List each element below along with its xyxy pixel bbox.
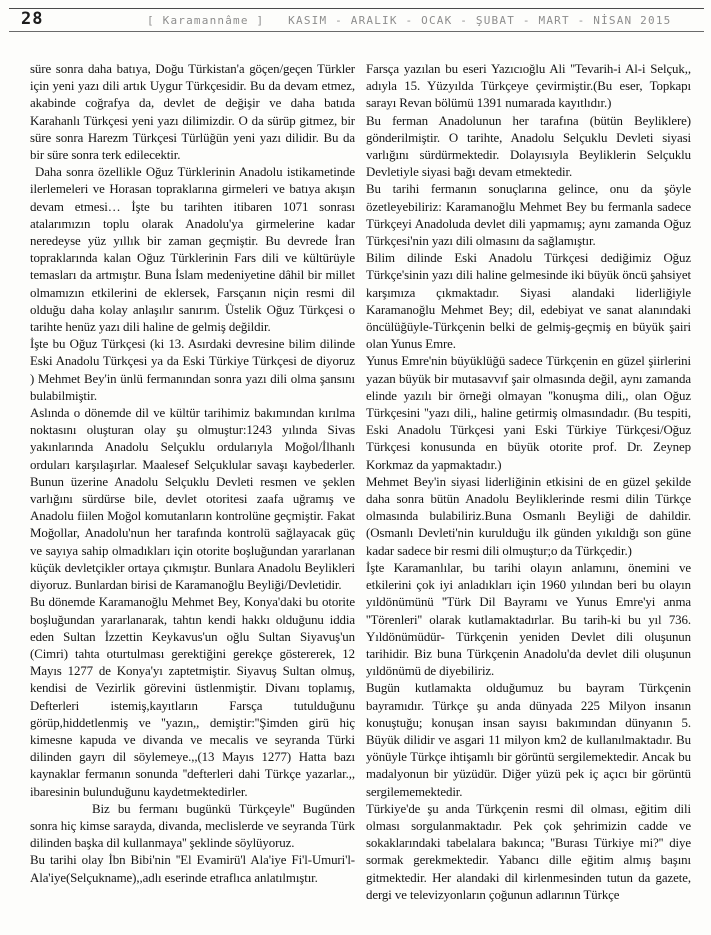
paragraph: Biz bu fermanı bugünkü Türkçeyle'' Bugünden sonra hiç kimse sarayda, divanda, meclislerde ve seyranda Türk dilinden başka dil kullanmaya'' şeklinde söylüyoruz. [30,801,355,851]
paragraph: Bilim dilinde Eski Anadolu Türkçesi dediğimiz Oğuz Türkçe'sinin yazı dili haline gelmesinde iki büyük öncü şahsiyet karşımıza çıkmaktadır. Siyasi alandaki liderliğiyle Karamanoğlu Mehmet Bey; dil, edebiyat ve sanat alanındaki öncülüğüyle-Türkçenin belki de gelmiş-geçmiş en büyük şairi olan Yunus Emre. [366,251,691,352]
paragraph: İşte Karamanlılar, bu tarihi olayın anlamını, önemini ve etkilerini çok iyi anladıkları için 1960 yılından beri bu olayın yıldönümünü ''Türk Dil Bayramı ve Yunus Emre'yi anma ''Törenleri'' olarak kutlamaktadırlar. Bu tarih-ki bu yıl 736. Yıldönümüdür- Türkçenin yeniden Devlet dili oluşunun tarihidir. Biz buna Türkçenin Anadolu'da devlet dili oluşunun yıldönümü de diyebiliriz. [366,560,691,679]
paragraph: süre sonra daha batıya, Doğu Türkistan'a göçen/geçen Türkler için yeni yazı dili artık Uygur Türkçesidir. Bu da devam etmez, akabinde coğrafya da, devlet de değişir ve daha batıda Karahanlı Türkçesi yeni yazı dilimizdir. O da sürüp gitmez, bir süre sonra Harezm Türkçesi Türlüğün yeni yazı dilidir. Bu da bir süre sonra terk edilecektir. [30,62,355,163]
article-body [30,61,691,904]
paragraph: Aslında o dönemde dil ve kültür tarihimiz bakımından kırılma noktasını oluşturan olay şu olmuştur:1243 yılında Sivas yakınlarında Anadolu Selçuklu ordularıyla Moğol/İlhanlı orduları karşılaşırlar. Maalesef Selçuklular savaşı kaybederler. Bunun üzerine Anadolu Selçuklu Devleti resmen ve şeklen varlığını sürdürse bile, devlet otoritesi zaafa uğramış ve Anadolu fiilen Moğol komutanların kontrolüne geçmiştir. Fakat Moğollar, Anadolu'nun her tarafında kontrolü sağlayacak güç ve sayıya sahip olmadıkları için otorite boşluğundan yararlanan küçük devletçikler ortaya çıkmıştır. Bunlara Anadolu Beylikleri diyoruz. Bunlardan birisi de Karamanoğlu Beyliği/Devletidir. [30,406,355,593]
header-bottom-rule [9,31,704,32]
paragraph: Bu tarihi fermanın sonuçlarına gelince, onu da şöyle özetleyebiliriz: Karamanoğlu Mehmet Bey bu fermanla sadece Türkçeyi Anadoluda devlet dili yapmamış; aynı zamanda Oğuz Türkçesi'nin yazı dili olmasını da sağlamıştır. [366,182,691,249]
issue-months: KASIM - ARALIK - OCAK - ŞUBAT - MART - NİSAN 2015 [288,14,672,27]
paragraph: Bugün kutlamakta olduğumuz bu bayram Türkçenin bayramıdır. Türkçe şu anda dünyada 225 Milyon insanın konuştuğu; konuşan insan sayısı bakımından dünyanın 5. Büyük dilidir ve asgari 11 milyon km2 de kullanılmaktadır. Bu yönüyle Türkçe ihtişamlı bir görüntü sergilemektedir. Ancak bu madalyonun bir yüzüdür. Diğer yüzü pek iç açıcı bir görüntü sergilememektedir. [366,681,691,799]
header-top-rule [9,8,704,9]
left-column [30,61,355,904]
paragraph: Bu ferman Anadolunun her tarafına (bütün Beyliklere) gönderilmiştir. O tarihte, Anadolu Selçuklu Devleti siyasi varlığını sürdürmektedir. Dolayısıyla Beyliklerin Selçuklu Devletiyle siyasi bağı devam etmektedir. [366,113,691,180]
paragraph: Daha sonra özellikle Oğuz Türklerinin Anadolu istikametinde ilerlemeleri ve Horasan topraklarına girmeleri ve batıya akışın devam etmesi… İşte bu tarihten itibaren 1071 sonrası atalarımızın toplu olarak Anadolu'ya girmelerine kadar neredeyse yüz yıllık bir zaman geçmiştir. Bu devrede İran topraklarında kalan Oğuz Türklerinin Fars dili ve kültürüyle temasları da artmıştır. Buna İslam medeniyetine dâhil bir millet olmamızın etkilerini de eklersek, Farsçanın niçin resmi dil olduğu daha kolay anlaşılır sanırım. Üstelik Oğuz Türkçesi o tarihte henüz yazı dili haline de gelmiş değildir. [30,165,355,335]
right-column [366,61,691,904]
paragraph: Mehmet Bey'in siyasi liderliğinin etkisini de en güzel şekilde daha sonra bütün Anadolu Beyliklerinde resmi dilin Türkçe olmasında bulabiliriz.Buna Osmanlı Beyliği de dahildir.(Osmanlı Devleti'nin kurulduğu ilk günden yıkıldığı son güne kadar sadece bir resmi dili olmuştur;o da Türkçedir.) [366,474,691,558]
paragraph: Türkiye'de şu anda Türkçenin resmi dil olması, eğitim dili olması sorgulanmaktadır. Pek çok şehrimizin cadde ve sokaklarındaki tabelalara bakınca; ''Burası Türkiye mi?'' diye sormak gerekmektedir. Yabancı dille eğitim almış başını gitmektedir. Her alandaki dil kirlenmesinden tutun da gazete, dergi ve televizyonların çoğunun adlarının Türkçe [366,801,691,902]
paragraph: Yunus Emre'nin büyüklüğü sadece Türkçenin en güzel şiirlerini yazan büyük bir mutasavvıf şair olmasında değil, aynı zamanda elinde yazılı bir örneği olmayan ''konuşma dili,, olan Oğuz Türkçesini ''yazı dili,, haline getirmiş olmasındadır. (Bu tespiti, Eski Anadolu Türkçesi yani Eski Türkiye Türkçesi/Oğuz Türkçesi konusunda en büyük otorite prof. Dr. Zeynep Korkmaz da yapmaktadır.) [366,354,691,472]
paragraph: Farsça yazılan bu eseri Yazıcıoğlu Ali ''Tevarih-i Al-i Selçuk,, adıyla 15. Yüzyılda Türkçeye çevirmiştir.(Bu eser, Topkapı sarayı Revan bölümü 1391 numarada kayıtlıdır.) [366,62,691,111]
paragraph: İşte bu Oğuz Türkçesi (ki 13. Asırdaki devresine bilim dilinde Eski Anadolu Türkçesi ya da Eski Türkiye Türkçesi de diyoruz ) Mehmet Bey'in ünlü fermanından sonra yazı dili olma şansını bulabilmiştir. [30,337,355,403]
page-header [147,14,671,27]
paragraph: Bu dönemde Karamanoğlu Mehmet Bey, Konya'daki bu otorite boşluğundan yararlanarak, tahtın kendi hakkı olduğunu iddia eden Sultan İzzettin Keykavus'un oğlu Sultan Siyavuş'un (Cimri) tahta oturtulması gerektiğini gerekçe göstererek, 12 Mayıs 1277 de Konya'yı zaptetmiştir. Siyavuş Sultan olmuş, kendisi de Vezirlik görevini üstlenmiştir. Divanı toplamış, Defterleri istemiş,kayıtların Farsça tutulduğunu görüp,hiddetlenmiş ve ''yazın,, demiştir:''Şimden girü hiç kimesne kapuda ve divanda ve mecalis ve seyranda Türki dilinden gayrı dil söylemeye.,,(13 Mayıs 1277) Hatta bazı kaynaklar fermanın sonunda ''defterleri dahi Türkçe yazarlar.,, ibaresinin bulunduğunu kaydetmektedirler. [30,595,355,799]
magazine-title: [ Karamannâme ] [147,14,265,27]
page-number: 28 [21,9,44,29]
paragraph: Bu tarihi olay İbn Bibi'nin ''El Evamirü'l Ala'iye Fi'l-Umuri'l-Ala'iye(Selçukname),,adlı eserinde etraflıca anlatılmıştır. [30,853,355,885]
